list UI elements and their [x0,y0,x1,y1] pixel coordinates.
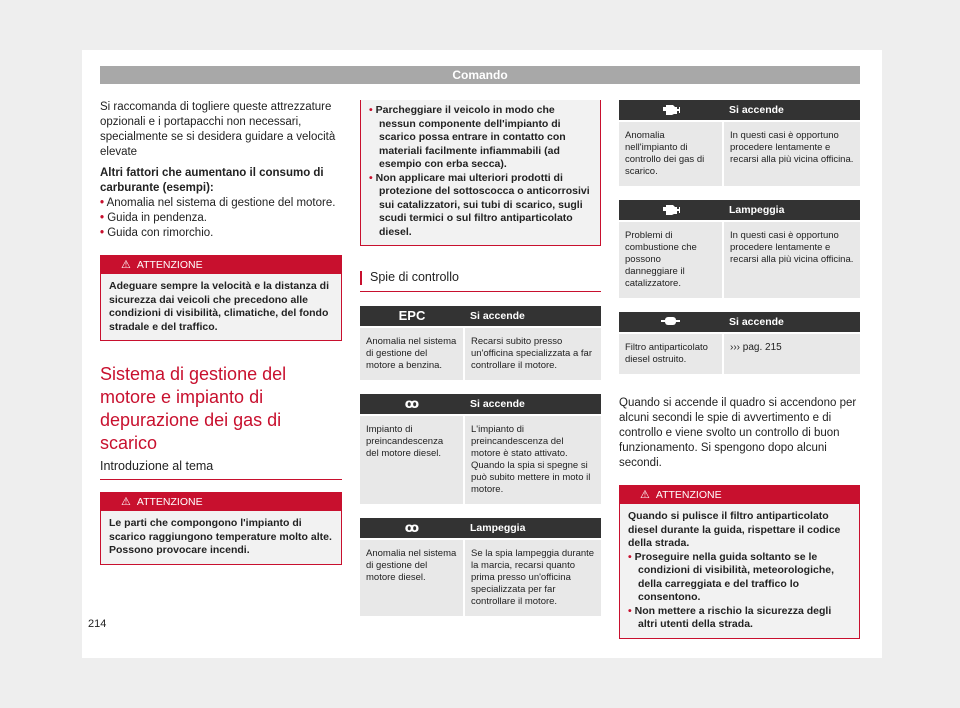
intro-paragraph: Si raccomanda di togliere queste attrezzature opzionali e i portapacchi non necessari, specialmente se si desidera guidare a velocità elevate [100,101,336,158]
page-reference-link[interactable]: ››› pag. 215 [723,333,860,374]
table-cell: Problemi di combustione che possono danneggiare il catalizzatore. [619,221,723,298]
table-cell: Filtro antiparticolato diesel ostruito. [619,333,723,374]
section-title: Spie di controllo [360,270,601,292]
column-middle [360,100,601,616]
table-cell: Anomalia nel sistema di gestione del motore a benzina. [360,327,464,380]
table-cell: Impianto di preincandescenza del motore diesel. [360,415,464,504]
table-header: Si accende [464,394,601,415]
table-cell: Se la spia lampeggia durante la marcia, recarsi quanto prima presso un'officina specializzata per far controllare il motore. [464,539,601,616]
indicator-table [360,306,601,380]
table-header: Lampeggia [464,518,601,539]
page-header: Comando [100,66,860,84]
warning-header: ⚠ ATTENZIONE [101,256,341,274]
table-cell: Anomalia nell'impianto di controllo dei gas di scarico. [619,121,723,186]
indicator-table [360,518,601,616]
table-cell: In questi casi è opportuno procedere lentamente e recarsi alla più vicina officina. [723,221,860,298]
page-number: 214 [88,618,107,630]
section-title: Sistema di gestione del motore e impianto di depurazione dei gas di scarico [100,364,287,453]
factors-title: Altri fattori che aumentano il consumo di carburante (esempi): [100,167,324,194]
warning-item: • Proseguire nella guida soltanto se le condizioni di visibilità, meteorologiche, della carreggiata e del traffico lo consentono. [628,550,835,603]
warning-box [619,485,860,639]
subsection-title: Introduzione al tema [100,459,342,480]
warning-item: • Parcheggiare il veicolo in modo che nessun componente dell'impianto di scarico possa entrare in contatto con materiali facilmente infiammabili (ad esempio con erba secca). [369,104,566,170]
warning-box-continued [360,100,601,246]
info-paragraph: Quando si accende il quadro si accendono per alcuni secondi le spie di avvertimento e di controllo e viene svolto un controllo di buon funzionamento. Si spengono dopo alcuni secondi. [619,397,857,469]
indicator-table [360,394,601,504]
warning-box [100,492,342,565]
warning-text: Adeguare sempre la velocità e la distanza di sicurezza dai veicoli che precedono alle condizioni di visibilità, climatiche, del fondo stradale e del traffico. [109,280,330,333]
warning-text: Le parti che compongono l'impianto di scarico raggiungono temperature molto alte. Possono provocare incendi. [109,517,332,556]
warning-item: • Non mettere a rischio la sicurezza degli altri utenti della strada. [628,604,832,630]
glow-plug-icon: ꝏ [360,394,464,415]
table-header: Si accende [723,100,860,121]
list-item: • Guida in pendenza. [100,212,207,224]
table-header: Lampeggia [723,200,860,221]
warning-icon: ⚠ [121,259,131,271]
epc-icon: EPC [360,306,464,327]
engine-icon [619,200,723,221]
indicator-table [619,312,860,374]
table-cell: Anomalia nel sistema di gestione del motore diesel. [360,539,464,616]
list-item: • Anomalia nel sistema di gestione del motore. [100,197,336,209]
warning-icon: ⚠ [121,496,131,508]
warning-icon: ⚠ [640,489,650,501]
table-header: Si accende [464,306,601,327]
table-cell: Recarsi subito presso un'officina specializzata a far controllare il motore. [464,327,601,380]
indicator-table [619,200,860,298]
engine-icon [619,100,723,121]
table-header: Si accende [723,312,860,333]
table-cell: In questi casi è opportuno procedere lentamente e recarsi alla più vicina officina. [723,121,860,186]
column-right [619,100,860,639]
warning-text: Quando si pulisce il filtro antiparticolato diesel durante la guida, rispettare il codice della strada. [628,510,841,549]
particulate-filter-icon [619,312,723,333]
warning-box [100,255,342,341]
list-item: • Guida con rimorchio. [100,227,214,239]
column-left [100,100,342,565]
warning-header: ⚠ ATTENZIONE [101,493,341,511]
warning-item: • Non applicare mai ulteriori prodotti di protezione del sottoscocca o anticorrosivi sui catalizzatori, sui tubi di scarico, sugli scudi termici o sul filtro antiparticolato diesel. [369,171,590,238]
glow-plug-icon: ꝏ [360,518,464,539]
warning-header: ⚠ ATTENZIONE [620,486,859,504]
table-cell: L'impianto di preincandescenza del motore è stato attivato. Quando la spia si spegne si può subito mettere in moto il motore. [464,415,601,504]
indicator-table [619,100,860,186]
